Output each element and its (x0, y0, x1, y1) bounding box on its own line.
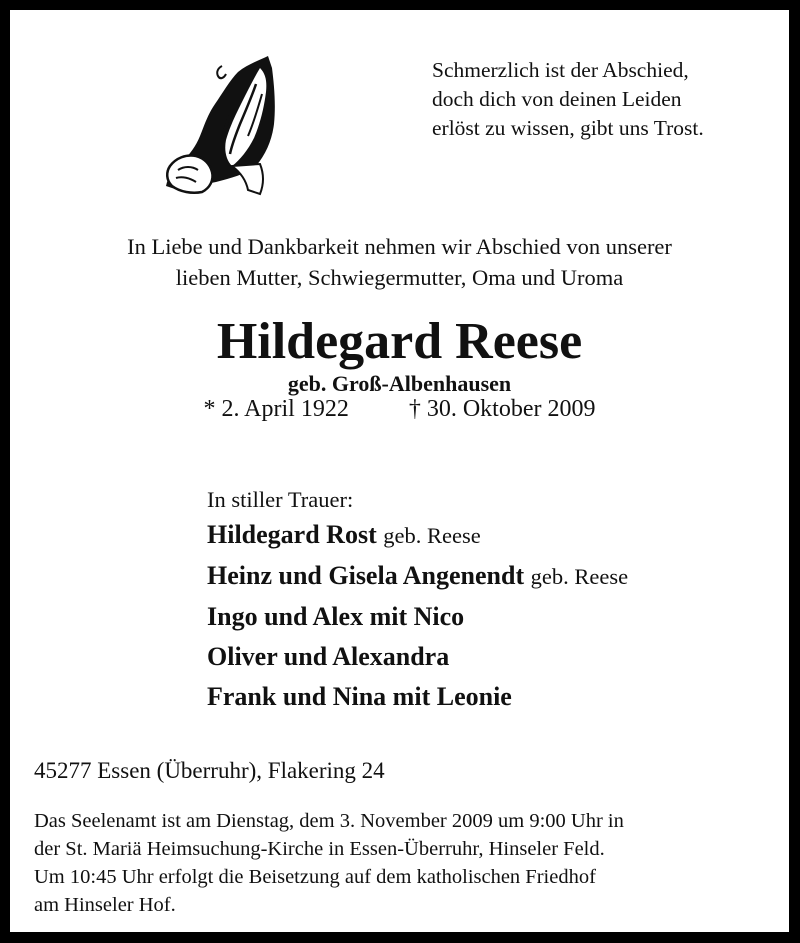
mourner-name: Oliver und Alexandra (207, 642, 450, 671)
mourner-name: Heinz und Gisela Angenendt (207, 561, 525, 590)
death-date: † 30. Oktober 2009 (408, 396, 596, 422)
intro-text (10, 231, 789, 293)
intro-line: lieben Mutter, Schwiegermutter, Oma und Uroma (175, 265, 624, 290)
life-dates (10, 394, 789, 424)
mourner-row (207, 597, 628, 637)
service-line: Um 10:45 Uhr erfolgt die Beisetzung auf dem katholischen Friedhof (34, 866, 596, 888)
mourner-name: Ingo und Alex mit Nico (207, 602, 465, 631)
mourner-note: geb. Reese (383, 523, 481, 548)
obituary-notice (10, 10, 789, 932)
mourner-row (207, 515, 628, 556)
service-line: am Hinseler Hof. (34, 894, 176, 916)
service-info (34, 807, 624, 919)
deceased-name: Hildegard Reese (216, 313, 583, 370)
motto-verse (432, 56, 704, 143)
motto-line: doch dich von deinen Leiden (432, 87, 682, 111)
mourners-lead: In stiller Trauer: (207, 487, 354, 512)
mourner-name: Frank und Nina mit Leonie (207, 682, 512, 711)
mourner-row (207, 637, 628, 677)
motto-line: Schmerzlich ist der Abschied, (432, 58, 689, 82)
service-line: der St. Mariä Heimsuchung-Kirche in Essen-Überruhr, Hinseler Feld. (34, 838, 605, 860)
mourner-name: Hildegard Rost (207, 520, 377, 549)
service-line: Das Seelenamt ist am Dienstag, dem 3. November 2009 um 9:00 Uhr in (34, 810, 624, 832)
birth-name: geb. Groß-Albenhausen (287, 371, 512, 396)
address: 45277 Essen (Überruhr), Flakering 24 (34, 758, 385, 783)
mourner-row (207, 677, 628, 717)
mourner-note: geb. Reese (530, 564, 629, 589)
motto-line: erlöst zu wissen, gibt uns Trost. (432, 116, 704, 140)
birth-date: * 2. April 1922 (203, 396, 349, 422)
praying-hands-icon (160, 54, 285, 196)
intro-line: In Liebe und Dankbarkeit nehmen wir Abschied von unserer (127, 234, 672, 259)
mourner-row (207, 556, 628, 597)
mourners-list (207, 485, 628, 717)
